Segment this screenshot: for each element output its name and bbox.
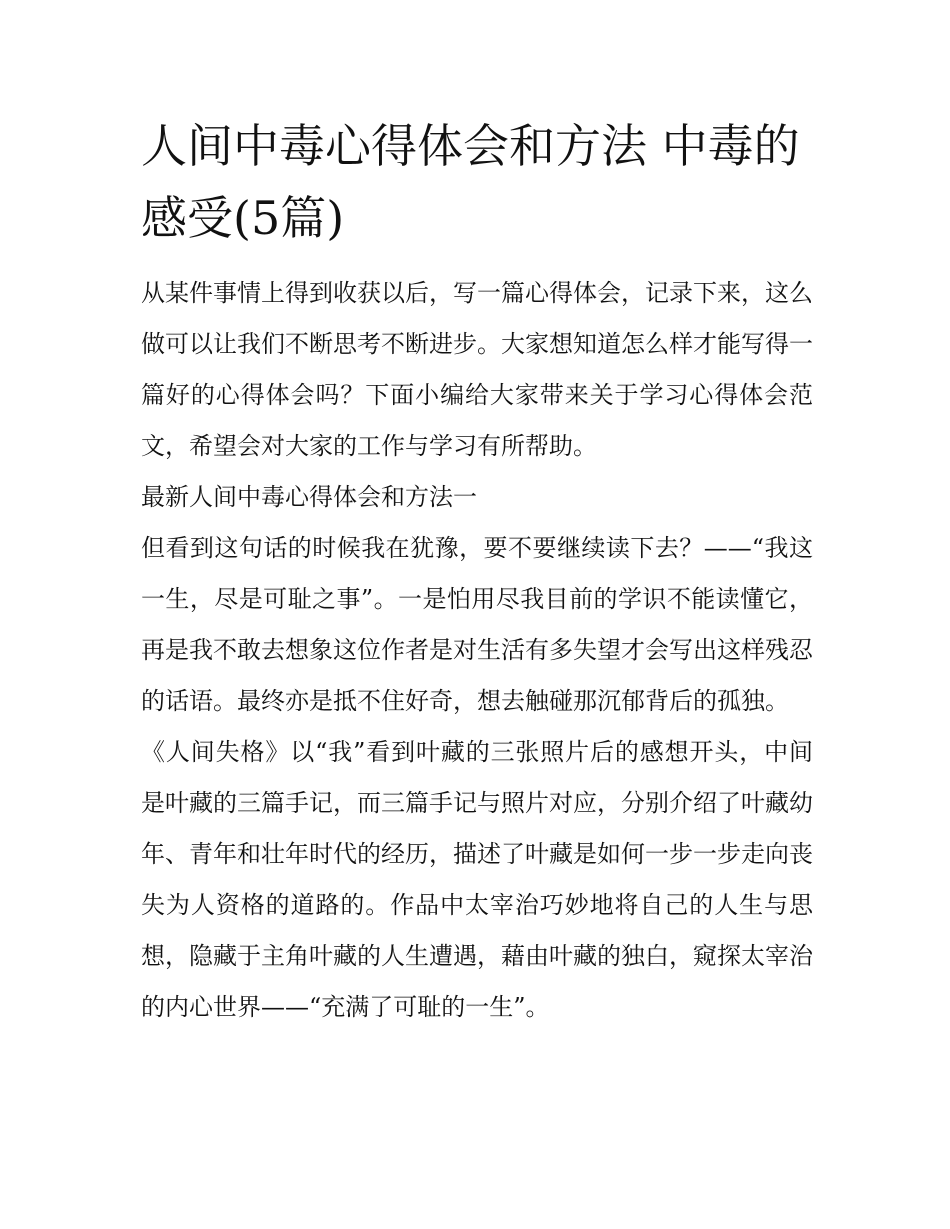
document-title: 人间中毒心得体会和方法 中毒的感受(5篇) bbox=[141, 119, 800, 245]
section-heading: 最新人间中毒心得体会和方法一 bbox=[141, 483, 477, 511]
body-paragraph: 但看到这句话的时候我在犹豫，要不要继续读下去？——“我这一生，尽是可耻之事”。一是怕用尽我目前的学识不能读懂它，再是我不敢去想象这位作者是对生活有多失望才会写出这样残忍的话语。最终亦是抵不住好奇，想去触碰那沉郁背后的孤独。 bbox=[141, 534, 813, 715]
body-paragraph: 《人间失格》以“我”看到叶藏的三张照片后的感想开头，中间是叶藏的三篇手记，而三篇手记与照片对应，分别介绍了叶藏幼年、青年和壮年时代的经历，描述了叶藏是如何一步一步走向丧失为人资格的道路的。作品中太宰治巧妙地将自己的人生与思想，隐藏于主角叶藏的人生遭遇，藉由叶藏的独白，窥探太宰治的内心世界——“充满了可耻的一生”。 bbox=[141, 738, 813, 1021]
document-page bbox=[141, 110, 813, 1033]
intro-paragraph: 从某件事情上得到收获以后，写一篇心得体会，记录下来，这么做可以让我们不断思考不断进步。大家想知道怎么样才能写得一篇好的心得体会吗？下面小编给大家带来关于学习心得体会范文，希望会对大家的工作与学习有所帮助。 bbox=[141, 279, 813, 460]
